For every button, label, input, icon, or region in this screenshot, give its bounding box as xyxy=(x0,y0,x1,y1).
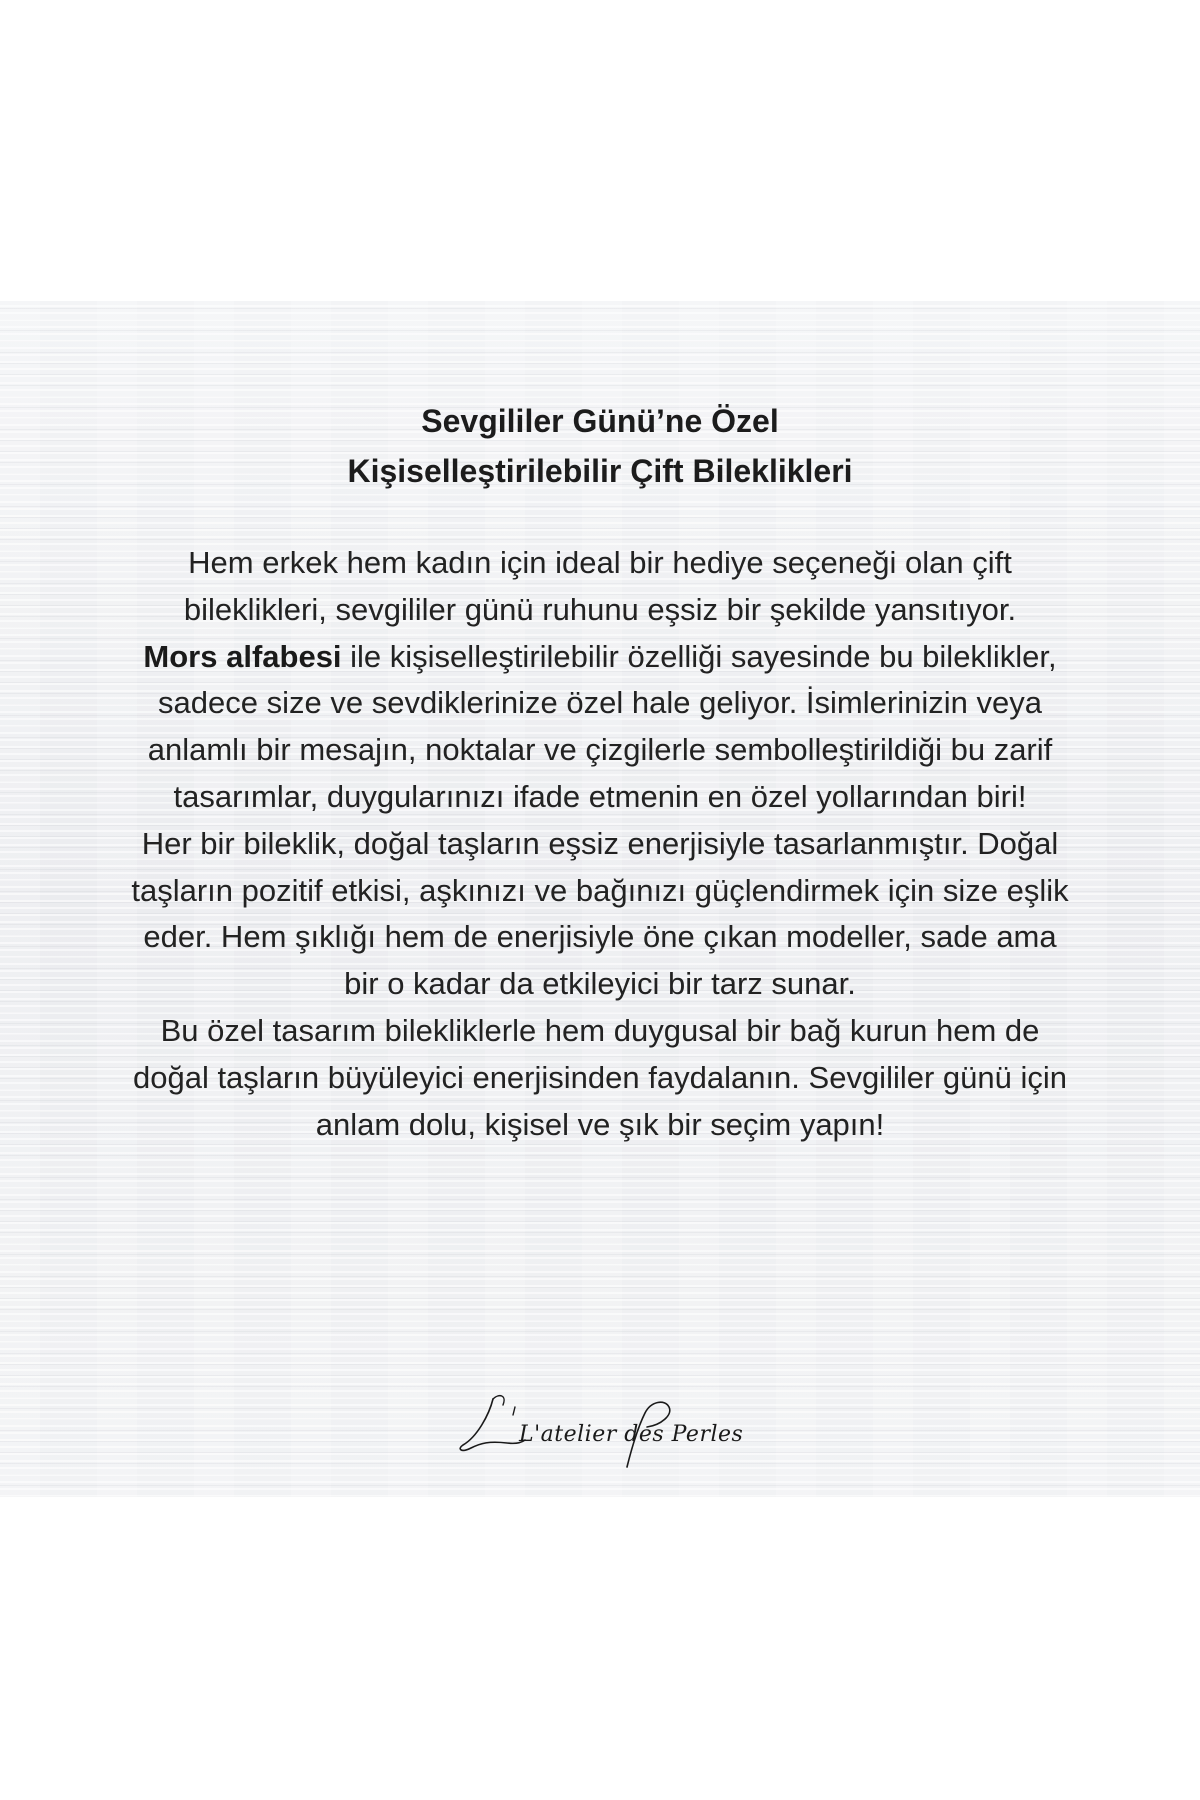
page-title xyxy=(100,396,1100,496)
paragraph-1: Hem erkek hem kadın için ideal bir hediye seçeneği olan çift bileklikleri, sevgililer günü ruhunu eşsiz bir şekilde yansıtıyor. xyxy=(183,545,1017,627)
signature-logo-graphic xyxy=(455,1385,755,1475)
signature-logo xyxy=(455,1385,755,1475)
paragraph-2-bold: Mors alfabesi xyxy=(143,638,342,674)
description-text xyxy=(130,540,1070,1148)
paragraph-2-text: ile kişiselleştirilebilir özelliği sayesinde bu bileklikler, sadece size ve sevdiklerinize özel hale geliyor. İsimlerinizin veya anlamlı bir mesajın, noktalar ve çizgilerle sembolleştirildiği bu zarif tasarımlar, duygularınızı ifade etmenin en özel yollarından biri! xyxy=(147,638,1057,814)
paragraph-3: Her bir bileklik, doğal taşların eşsiz enerjisiyle tasarlanmıştır. Doğal taşların pozitif etkisi, aşkınızı ve bağınızı güçlendirmek için size eşlik eder. Hem şıklığı hem de enerjisiyle öne çıkan modeller, sade ama bir o kadar da etkileyici bir tarz sunar. xyxy=(131,825,1069,1002)
paragraph-2 xyxy=(130,634,1070,821)
signature-text: L'atelier des Perles xyxy=(519,1422,744,1447)
paragraph-4: Bu özel tasarım bilekliklerle hem duygusal bir bağ kurun hem de doğal taşların büyüleyici enerjisinden faydalanın. Sevgililer günü için anlam dolu, kişisel ve şık bir seçim yapın! xyxy=(132,1012,1067,1142)
title-line-1: Sevgililer Günü’ne Özel xyxy=(421,403,779,439)
title-line-2: Kişiselleştirilebilir Çift Bileklikleri xyxy=(347,453,853,489)
